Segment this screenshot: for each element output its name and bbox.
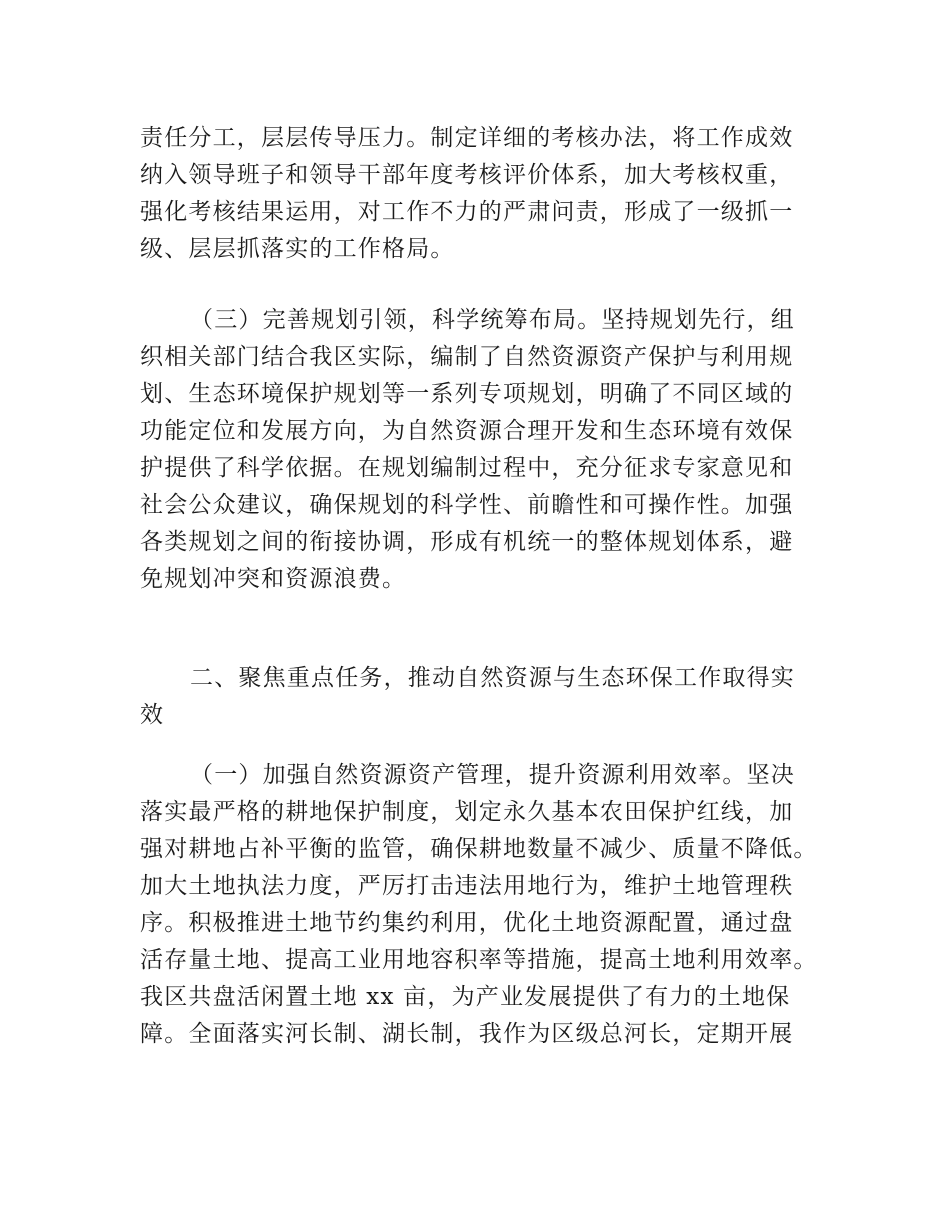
paragraph-responsibility [140, 120, 820, 268]
text-line: 织相关部门结合我区实际，编制了自然资源资产保护与利用规 [140, 344, 794, 370]
text-line: 活存量土地、提高工业用地容积率等措施，提高土地利用效率。 [140, 947, 818, 973]
text-line: 纳入领导班子和领导干部年度考核评价体系，加大考核权重， [140, 162, 794, 188]
text-line: 二、聚焦重点任务，推动自然资源与生态环保工作取得实 [190, 665, 795, 691]
text-line: 强对耕地占补平衡的监管，确保耕地数量不减少、质量不降低。 [140, 836, 818, 862]
text-line: 划、生态环境保护规划等一系列专项规划，明确了不同区域的 [140, 381, 794, 407]
section-heading-two [140, 660, 820, 734]
paragraph-planning [140, 302, 820, 598]
paragraph-resource-management [140, 757, 820, 1053]
text-line: （一）加强自然资源资产管理，提升资源利用效率。坚决 [190, 762, 795, 788]
text-line: 我区共盘活闲置土地 xx 亩，为产业发展提供了有力的土地保 [140, 984, 791, 1010]
text-line: 效 [140, 702, 165, 728]
text-line: 加大土地执法力度，严厉打击违法用地行为，维护土地管理秩 [140, 873, 794, 899]
text-line: 责任分工，层层传导压力。制定详细的考核办法，将工作成效 [140, 125, 794, 151]
text-line: 障。全面落实河长制、湖长制，我作为区级总河长，定期开展 [140, 1021, 794, 1047]
text-line: 各类规划之间的衔接协调，形成有机统一的整体规划体系，避 [140, 529, 794, 555]
text-line: 序。积极推进土地节约集约利用，优化土地资源配置，通过盘 [140, 910, 794, 936]
text-line: 社会公众建议，确保规划的科学性、前瞻性和可操作性。加强 [140, 492, 794, 518]
text-line: 功能定位和发展方向，为自然资源合理开发和生态环境有效保 [140, 418, 794, 444]
text-line: 落实最严格的耕地保护制度，划定永久基本农田保护红线，加 [140, 799, 794, 825]
text-line: 级、层层抓落实的工作格局。 [140, 236, 455, 262]
text-line: 强化考核结果运用，对工作不力的严肃问责，形成了一级抓一 [140, 199, 794, 225]
text-line: 护提供了科学依据。在规划编制过程中，充分征求专家意见和 [140, 455, 794, 481]
text-line: 免规划冲突和资源浪费。 [140, 566, 407, 592]
text-line: （三）完善规划引领，科学统筹布局。坚持规划先行，组 [190, 307, 795, 333]
